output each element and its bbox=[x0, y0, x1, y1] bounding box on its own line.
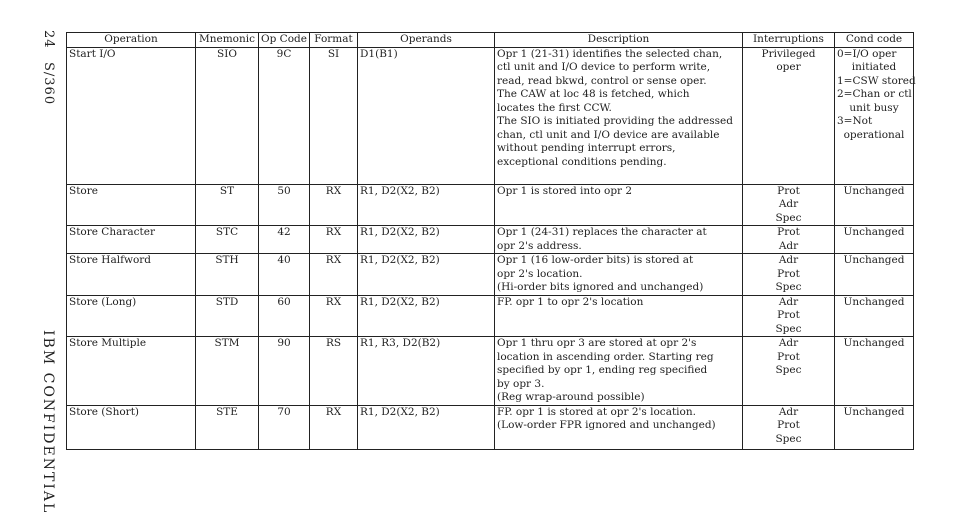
interruption-line: Prot bbox=[777, 267, 800, 280]
cond-code-line: 3=Not bbox=[837, 115, 873, 127]
description-cell bbox=[495, 254, 743, 296]
opcode-cell: 9C bbox=[259, 47, 310, 184]
description-line: Opr 1 (21-31) identifies the selected chan, bbox=[497, 47, 723, 60]
table-row bbox=[67, 295, 914, 337]
interruption-line: Adr bbox=[778, 254, 799, 266]
page-number: 24 bbox=[41, 30, 56, 49]
col-header-mnemonic: Mnemonic bbox=[196, 33, 259, 48]
description-line: exceptional conditions pending. bbox=[497, 155, 667, 168]
operation-cell: Store Multiple bbox=[67, 337, 196, 406]
format-cell: RX bbox=[310, 405, 358, 449]
operands-cell: R1, D2(X2, B2) bbox=[358, 226, 495, 254]
description-line: Opr 1 (16 low-order bits) is stored at bbox=[497, 254, 694, 266]
format-cell: RX bbox=[310, 254, 358, 296]
cond-code-line: unit busy bbox=[849, 101, 899, 114]
cond-code-line: 2=Chan or ctl bbox=[837, 88, 912, 100]
mnemonic-cell: STE bbox=[196, 405, 259, 449]
description-line: specified by opr 1, ending reg specified bbox=[497, 364, 708, 376]
cond-code-line: Unchanged bbox=[843, 254, 905, 266]
operands-cell: R1, D2(X2, B2) bbox=[358, 295, 495, 337]
cond-code-line: operational bbox=[843, 128, 905, 141]
interruption-line: Spec bbox=[775, 322, 802, 335]
mnemonic-cell: SIO bbox=[196, 47, 259, 184]
interruption-line: Adr bbox=[778, 239, 799, 252]
table-row bbox=[67, 254, 914, 296]
description-line: by opr 3. bbox=[497, 377, 545, 390]
operation-cell: Store (Long) bbox=[67, 295, 196, 337]
format-cell: SI bbox=[310, 47, 358, 184]
description-line: Opr 1 thru opr 3 are stored at opr 2's bbox=[497, 337, 697, 349]
mnemonic-cell: ST bbox=[196, 184, 259, 226]
operation-cell: Store Halfword bbox=[67, 254, 196, 296]
interruption-line: Prot bbox=[777, 309, 800, 321]
interruption-line: Privileged bbox=[761, 47, 816, 60]
format-cell: RX bbox=[310, 184, 358, 226]
table-row bbox=[67, 47, 914, 184]
interruptions-cell bbox=[743, 254, 835, 296]
interruptions-cell bbox=[743, 295, 835, 337]
cond-code-line: Unchanged bbox=[843, 184, 905, 197]
description-line: chan, ctl unit and I/O device are available bbox=[497, 128, 720, 141]
operation-cell: Store bbox=[67, 184, 196, 226]
description-line: (Low-order FPR ignored and unchanged) bbox=[497, 419, 716, 431]
col-header-operation: Operation bbox=[67, 33, 196, 48]
interruption-line: Prot bbox=[777, 184, 800, 197]
mnemonic-cell: STC bbox=[196, 226, 259, 254]
description-cell bbox=[495, 337, 743, 406]
interruption-line: Adr bbox=[778, 198, 799, 210]
mnemonic-cell: STM bbox=[196, 337, 259, 406]
table-row bbox=[67, 226, 914, 254]
cond-code-line: Unchanged bbox=[843, 337, 905, 349]
operands-cell: R1, R3, D2(B2) bbox=[358, 337, 495, 406]
interruption-line: Prot bbox=[777, 350, 800, 363]
interruption-line: Adr bbox=[778, 405, 799, 418]
cond-code-line: Unchanged bbox=[843, 405, 905, 418]
cond-code-line: Unchanged bbox=[843, 226, 905, 238]
format-cell: RX bbox=[310, 226, 358, 254]
cond-code-line: 1=CSW stored bbox=[837, 74, 916, 87]
operands-cell: R1, D2(X2, B2) bbox=[358, 254, 495, 296]
description-cell bbox=[495, 405, 743, 449]
header-row bbox=[67, 33, 914, 48]
operation-cell: Store Character bbox=[67, 226, 196, 254]
format-cell: RS bbox=[310, 337, 358, 406]
operands-cell: D1(B1) bbox=[358, 47, 495, 184]
cond-code-cell bbox=[835, 254, 914, 296]
cond-code-cell bbox=[835, 47, 914, 184]
table-row bbox=[67, 184, 914, 226]
description-cell bbox=[495, 295, 743, 337]
interruption-line: Spec bbox=[775, 211, 802, 224]
operation-cell: Store (Short) bbox=[67, 405, 196, 449]
table-row bbox=[67, 405, 914, 449]
col-header-description: Description bbox=[495, 33, 743, 48]
interruption-line: Adr bbox=[778, 295, 799, 308]
format-cell: RX bbox=[310, 295, 358, 337]
col-header-operands: Operands bbox=[358, 33, 495, 48]
description-line: The SIO is initiated providing the addressed bbox=[497, 115, 733, 127]
description-line: Opr 1 is stored into opr 2 bbox=[497, 184, 633, 197]
opcode-cell: 40 bbox=[259, 254, 310, 296]
cond-code-cell bbox=[835, 295, 914, 337]
interruptions-cell bbox=[743, 337, 835, 406]
interruptions-cell bbox=[743, 47, 835, 184]
description-cell bbox=[495, 184, 743, 226]
interruptions-cell bbox=[743, 226, 835, 254]
cond-code-cell bbox=[835, 337, 914, 406]
operation-cell: Start I/O bbox=[67, 47, 196, 184]
interruptions-cell bbox=[743, 405, 835, 449]
description-line: opr 2's location. bbox=[497, 267, 583, 280]
description-line: location in ascending order. Starting reg bbox=[497, 350, 714, 363]
description-line: locates the first CCW. bbox=[497, 101, 612, 114]
opcode-cell: 60 bbox=[259, 295, 310, 337]
opcode-cell: 70 bbox=[259, 405, 310, 449]
col-header-cond-code: Cond code bbox=[835, 33, 914, 48]
description-line: without pending interrupt errors, bbox=[497, 142, 676, 154]
operands-cell: R1, D2(X2, B2) bbox=[358, 184, 495, 226]
col-header-interruptions: Interruptions bbox=[743, 33, 835, 48]
description-line: read, read bkwd, control or sense oper. bbox=[497, 74, 707, 87]
instruction-table bbox=[66, 32, 914, 450]
interruption-line: Spec bbox=[775, 281, 802, 293]
description-line: Opr 1 (24-31) replaces the character at bbox=[497, 226, 707, 238]
confidential-label: IBM CONFIDENTIAL bbox=[40, 330, 56, 515]
opcode-cell: 42 bbox=[259, 226, 310, 254]
cond-code-cell bbox=[835, 226, 914, 254]
col-header-opcode: Op Code bbox=[259, 33, 310, 48]
cond-code-cell bbox=[835, 405, 914, 449]
interruption-line: Prot bbox=[777, 419, 800, 431]
cond-code-line: 0=I/O oper bbox=[837, 47, 897, 60]
interruption-line: oper bbox=[776, 61, 801, 73]
interruptions-cell bbox=[743, 184, 835, 226]
opcode-cell: 50 bbox=[259, 184, 310, 226]
description-line: (Hi-order bits ignored and unchanged) bbox=[497, 281, 704, 293]
description-line: ctl unit and I/O device to perform write, bbox=[497, 61, 711, 73]
description-cell bbox=[495, 47, 743, 184]
description-line: The CAW at loc 48 is fetched, which bbox=[497, 88, 690, 100]
table-row bbox=[67, 337, 914, 406]
operands-cell: R1, D2(X2, B2) bbox=[358, 405, 495, 449]
interruption-line: Spec bbox=[775, 364, 802, 376]
mnemonic-cell: STD bbox=[196, 295, 259, 337]
interruption-line: Prot bbox=[777, 226, 800, 238]
cond-code-cell bbox=[835, 184, 914, 226]
interruption-line: Spec bbox=[775, 432, 802, 445]
description-line: (Reg wrap-around possible) bbox=[497, 391, 645, 403]
opcode-cell: 90 bbox=[259, 337, 310, 406]
interruption-line: Adr bbox=[778, 337, 799, 349]
description-line: opr 2's address. bbox=[497, 239, 582, 252]
description-cell bbox=[495, 226, 743, 254]
cond-code-line: initiated bbox=[851, 61, 897, 73]
col-header-format: Format bbox=[310, 33, 358, 48]
mnemonic-cell: STH bbox=[196, 254, 259, 296]
series-label: S/360 bbox=[41, 62, 56, 106]
description-line: FP. opr 1 is stored at opr 2's location. bbox=[497, 405, 696, 418]
cond-code-line: Unchanged bbox=[843, 295, 905, 308]
description-line: FP. opr 1 to opr 2's location bbox=[497, 295, 644, 308]
